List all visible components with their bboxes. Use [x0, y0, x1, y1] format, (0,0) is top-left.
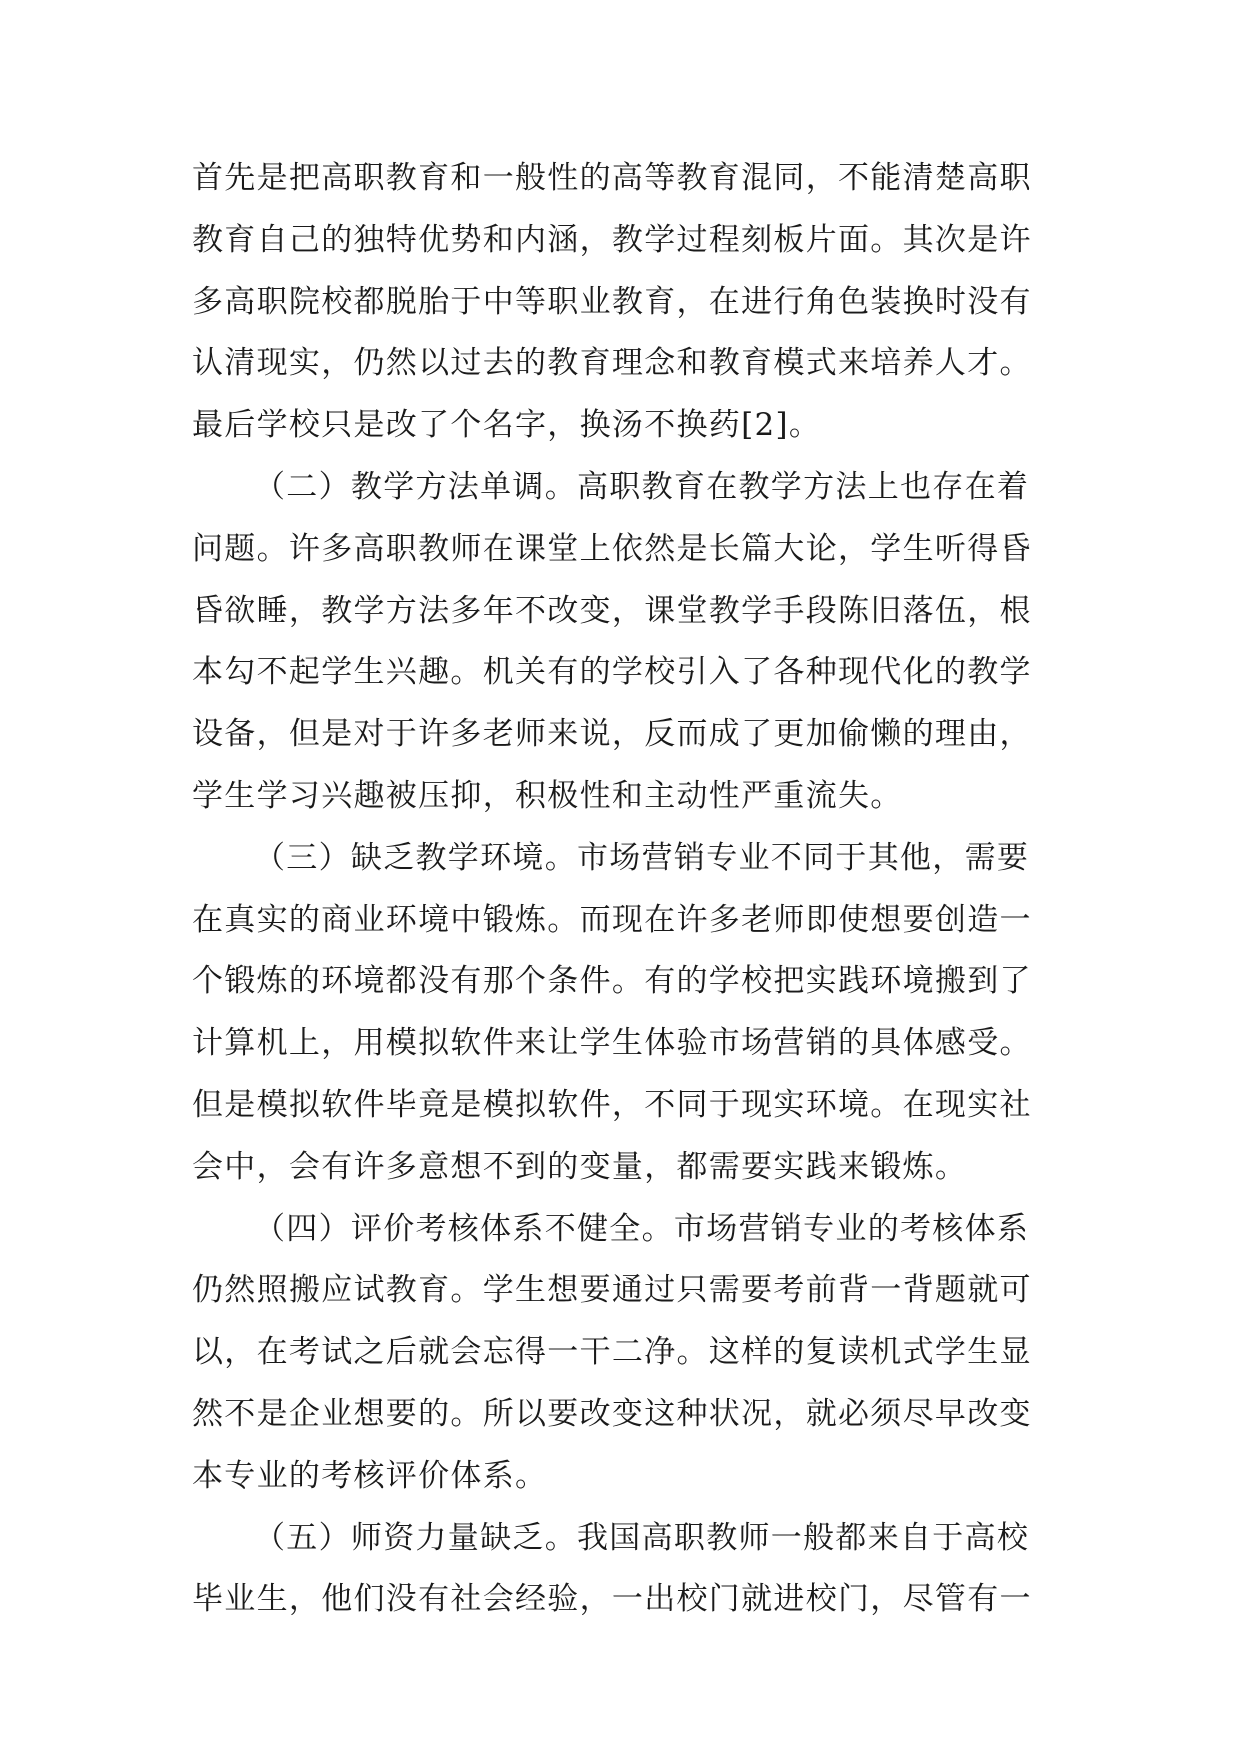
text-line: 个锻炼的环境都没有那个条件。有的学校把实践环境搬到了	[192, 963, 1032, 1000]
paragraph-5-heading-line: （五）师资力量缺乏。我国高职教师一般都来自于高校	[254, 1519, 1030, 1556]
text-line: 计算机上，用模拟软件来让学生体验市场营销的具体感受。	[192, 1025, 1032, 1062]
paragraph-4-heading-line: （四）评价考核体系不健全。市场营销专业的考核体系	[254, 1210, 1030, 1247]
text-line: 学生学习兴趣被压抑，积极性和主动性严重流失。	[192, 777, 903, 814]
text-line: 但是模拟软件毕竟是模拟软件，不同于现实环境。在现实社	[192, 1086, 1032, 1123]
text-line: 昏欲睡，教学方法多年不改变，课堂教学手段陈旧落伍，根	[192, 592, 1032, 629]
text-line: 本专业的考核评价体系。	[192, 1457, 548, 1494]
text-line: 首先是把高职教育和一般性的高等教育混同，不能清楚高职	[192, 160, 1032, 196]
text-line: 仍然照搬应试教育。学生想要通过只需要考前背一背题就可	[192, 1272, 1032, 1309]
paragraph-2-heading-line: （二）教学方法单调。高职教育在教学方法上也存在着	[254, 468, 1030, 505]
text-line: 在真实的商业环境中锻炼。而现在许多老师即使想要创造一	[192, 901, 1032, 938]
text-line: 设备，但是对于许多老师来说，反而成了更加偷懒的理由，	[192, 716, 1032, 753]
text-line: 毕业生，他们没有社会经验，一出校门就进校门，尽管有一	[192, 1581, 1032, 1618]
text-line: 问题。许多高职教师在课堂上依然是长篇大论，学生听得昏	[192, 530, 1032, 567]
text-line: 认清现实，仍然以过去的教育理念和教育模式来培养人才。	[192, 345, 1032, 382]
text-line: 会中，会有许多意想不到的变量，都需要实践来锻炼。	[192, 1148, 968, 1185]
body-text	[192, 160, 1072, 1643]
paragraph-3-heading-line: （三）缺乏教学环境。市场营销专业不同于其他，需要	[254, 839, 1030, 876]
text-line: 本勾不起学生兴趣。机关有的学校引入了各种现代化的教学	[192, 654, 1032, 691]
text-line: 最后学校只是改了个名字，换汤不换药[2]。	[192, 407, 822, 444]
text-line: 以，在考试之后就会忘得一干二净。这样的复读机式学生显	[192, 1334, 1032, 1371]
text-line: 教育自己的独特优势和内涵，教学过程刻板片面。其次是许	[192, 221, 1032, 258]
text-line: 然不是企业想要的。所以要改变这种状况，就必须尽早改变	[192, 1395, 1032, 1432]
text-line: 多高职院校都脱胎于中等职业教育，在进行角色装换时没有	[192, 283, 1032, 320]
